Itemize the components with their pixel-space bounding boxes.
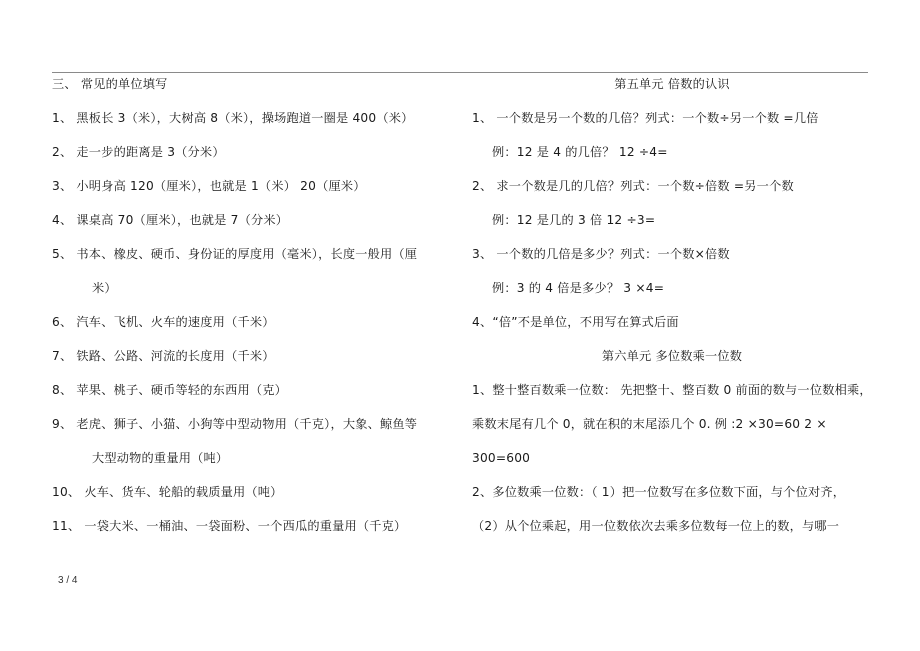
list-item: 6、 汽车、飞机、火车的速度用（千米） <box>52 315 275 329</box>
list-item-continuation: （2）从个位乘起，用一位数依次去乘多位数每一位上的数，与哪一 <box>472 519 840 533</box>
list-item: 1、 黑板长 3（米），大树高 8（米），操场跑道一圈是 400（米） <box>52 111 414 125</box>
header-rule <box>52 72 868 73</box>
section-heading-unit6: 第六单元 多位数乘一位数 <box>601 349 743 363</box>
list-item: 4、“倍”不是单位，不用写在算式后面 <box>472 315 679 329</box>
list-item: 2、 走一步的距离是 3（分米） <box>52 145 225 159</box>
list-item: 11、 一袋大米、一桶油、一袋面粉、一个西瓜的重量用（千克） <box>52 519 407 533</box>
list-item: 9、 老虎、狮子、小猫、小狗等中型动物用（千克），大象、鲸鱼等 <box>52 417 418 431</box>
list-item-continuation: 300=600 <box>472 451 531 465</box>
list-item: 1、整十整百数乘一位数： 先把整十、整百数 0 前面的数与一位数相乘， <box>472 383 872 397</box>
list-item: 3、 小明身高 120（厘米），也就是 1（米） 20（厘米） <box>52 179 366 193</box>
list-item: 5、 书本、橡皮、硬币、身份证的厚度用（毫米），长度一般用（厘 <box>52 247 418 261</box>
list-item: 4、 课桌高 70（厘米），也就是 7（分米） <box>52 213 289 227</box>
list-item-continuation: 米） <box>92 281 117 295</box>
page-number: 3 / 4 <box>58 575 78 586</box>
list-item: 2、多位数乘一位数：（ 1）把一位数写在多位数下面，与个位对齐， <box>472 485 846 499</box>
list-item: 2、 求一个数是几的几倍？列式：一个数÷倍数 =另一个数 <box>472 179 794 193</box>
example-line: 例：3 的 4 倍是多少？ 3 ×4= <box>492 281 665 295</box>
list-item-continuation: 乘数末尾有几个 0，就在积的末尾添几个 0. 例 :2 ×30=60 2 × <box>472 417 827 431</box>
example-line: 例：12 是几的 3 倍 12 ÷3= <box>492 213 656 227</box>
list-item: 10、 火车、货车、轮船的载质量用（吨） <box>52 485 283 499</box>
list-item: 8、 苹果、桃子、硬币等轻的东西用（克） <box>52 383 288 397</box>
example-line: 例：12 是 4 的几倍？ 12 ÷4= <box>492 145 668 159</box>
section-heading-unit5: 第五单元 倍数的认识 <box>614 77 730 91</box>
list-item: 1、 一个数是另一个数的几倍？列式：一个数÷另一个数 =几倍 <box>472 111 819 125</box>
list-item-continuation: 大型动物的重量用（吨） <box>92 451 229 465</box>
list-item: 7、 铁路、公路、河流的长度用（千米） <box>52 349 275 363</box>
section-heading-units: 三、 常见的单位填写 <box>52 77 168 91</box>
list-item: 3、 一个数的几倍是多少？列式：一个数×倍数 <box>472 247 730 261</box>
